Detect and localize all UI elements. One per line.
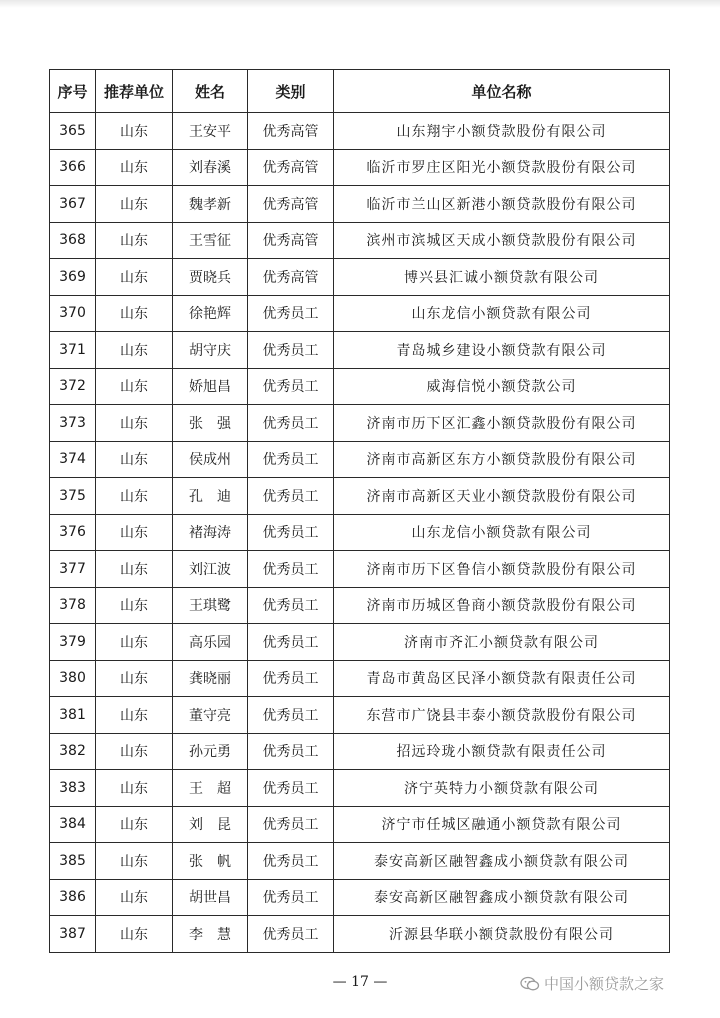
cell-seq: 383 — [50, 770, 96, 807]
cell-seq: 370 — [50, 295, 96, 332]
cell-category: 优秀高管 — [248, 186, 334, 223]
table-row — [50, 405, 670, 442]
table-row — [50, 478, 670, 515]
cell-organization: 泰安高新区融智鑫成小额贷款有限公司 — [334, 843, 670, 880]
cell-recommending-unit: 山东 — [96, 478, 173, 515]
table-row — [50, 551, 670, 588]
cell-organization: 济宁市任城区融通小额贷款有限公司 — [334, 806, 670, 843]
cell-name: 王雪征 — [173, 222, 248, 259]
cell-name: 孙元勇 — [173, 733, 248, 770]
table-header-row — [50, 70, 670, 113]
cell-recommending-unit: 山东 — [96, 113, 173, 150]
cell-category: 优秀员工 — [248, 624, 334, 661]
cell-category: 优秀员工 — [248, 697, 334, 734]
cell-organization: 博兴县汇诚小额贷款有限公司 — [334, 259, 670, 296]
table-row — [50, 624, 670, 661]
cell-category: 优秀员工 — [248, 332, 334, 369]
cell-seq: 387 — [50, 916, 96, 953]
cell-organization: 青岛市黄岛区民泽小额贷款有限责任公司 — [334, 660, 670, 697]
table-row — [50, 806, 670, 843]
cell-seq: 382 — [50, 733, 96, 770]
cell-seq: 373 — [50, 405, 96, 442]
cell-recommending-unit: 山东 — [96, 916, 173, 953]
cell-organization: 威海信悦小额贷款公司 — [334, 368, 670, 405]
cell-seq: 367 — [50, 186, 96, 223]
cell-seq: 376 — [50, 514, 96, 551]
cell-recommending-unit: 山东 — [96, 770, 173, 807]
cell-seq: 386 — [50, 879, 96, 916]
cell-organization: 济南市历下区鲁信小额贷款股份有限公司 — [334, 551, 670, 588]
cell-recommending-unit: 山东 — [96, 514, 173, 551]
cell-recommending-unit: 山东 — [96, 733, 173, 770]
cell-category: 优秀员工 — [248, 916, 334, 953]
cell-category: 优秀高管 — [248, 259, 334, 296]
table-row — [50, 514, 670, 551]
cell-seq: 366 — [50, 149, 96, 186]
cell-name: 徐艳辉 — [173, 295, 248, 332]
cell-name: 王安平 — [173, 113, 248, 150]
cell-recommending-unit: 山东 — [96, 295, 173, 332]
cell-recommending-unit: 山东 — [96, 624, 173, 661]
header-organization: 单位名称 — [334, 70, 670, 113]
cell-organization: 泰安高新区融智鑫成小额贷款有限公司 — [334, 879, 670, 916]
cell-category: 优秀员工 — [248, 879, 334, 916]
cell-seq: 372 — [50, 368, 96, 405]
cell-organization: 济南市高新区天业小额贷款股份有限公司 — [334, 478, 670, 515]
cell-organization: 山东龙信小额贷款有限公司 — [334, 514, 670, 551]
cell-seq: 377 — [50, 551, 96, 588]
cell-seq: 384 — [50, 806, 96, 843]
cell-category: 优秀高管 — [248, 149, 334, 186]
cell-seq: 385 — [50, 843, 96, 880]
cell-organization: 济南市齐汇小额贷款有限公司 — [334, 624, 670, 661]
cell-seq: 380 — [50, 660, 96, 697]
table-row — [50, 186, 670, 223]
cell-name: 刘 昆 — [173, 806, 248, 843]
cell-category: 优秀高管 — [248, 113, 334, 150]
cell-category: 优秀员工 — [248, 478, 334, 515]
table-row — [50, 697, 670, 734]
cell-category: 优秀员工 — [248, 806, 334, 843]
wechat-watermark — [520, 973, 664, 994]
cell-name: 贾晓兵 — [173, 259, 248, 296]
cell-name: 王 超 — [173, 770, 248, 807]
cell-category: 优秀员工 — [248, 770, 334, 807]
cell-organization: 山东龙信小额贷款有限公司 — [334, 295, 670, 332]
header-name: 姓名 — [173, 70, 248, 113]
table-row — [50, 259, 670, 296]
cell-name: 龚晓丽 — [173, 660, 248, 697]
cell-seq: 374 — [50, 441, 96, 478]
cell-category: 优秀高管 — [248, 222, 334, 259]
cell-organization: 临沂市兰山区新港小额贷款股份有限公司 — [334, 186, 670, 223]
cell-organization: 青岛城乡建设小额贷款有限公司 — [334, 332, 670, 369]
cell-name: 侯成州 — [173, 441, 248, 478]
cell-name: 娇旭昌 — [173, 368, 248, 405]
cell-name: 刘江波 — [173, 551, 248, 588]
cell-recommending-unit: 山东 — [96, 697, 173, 734]
cell-recommending-unit: 山东 — [96, 332, 173, 369]
cell-recommending-unit: 山东 — [96, 587, 173, 624]
table-row — [50, 879, 670, 916]
cell-organization: 临沂市罗庄区阳光小额贷款股份有限公司 — [334, 149, 670, 186]
cell-name: 刘春溪 — [173, 149, 248, 186]
wechat-icon — [520, 976, 540, 992]
cell-name: 褚海涛 — [173, 514, 248, 551]
table-row — [50, 113, 670, 150]
table-row — [50, 332, 670, 369]
table-row — [50, 660, 670, 697]
cell-organization: 济宁英特力小额贷款有限公司 — [334, 770, 670, 807]
cell-name: 李 慧 — [173, 916, 248, 953]
cell-category: 优秀员工 — [248, 441, 334, 478]
cell-organization: 济南市高新区东方小额贷款股份有限公司 — [334, 441, 670, 478]
page-number: — 17 — — [332, 974, 388, 990]
header-recommending-unit: 推荐单位 — [96, 70, 173, 113]
cell-category: 优秀员工 — [248, 551, 334, 588]
cell-seq: 375 — [50, 478, 96, 515]
cell-category: 优秀员工 — [248, 660, 334, 697]
cell-organization: 东营市广饶县丰泰小额贷款股份有限公司 — [334, 697, 670, 734]
table-row — [50, 368, 670, 405]
cell-organization: 山东翔宇小额贷款股份有限公司 — [334, 113, 670, 150]
cell-name: 王琪鹭 — [173, 587, 248, 624]
cell-recommending-unit: 山东 — [96, 186, 173, 223]
table-row — [50, 441, 670, 478]
cell-seq: 381 — [50, 697, 96, 734]
award-roster-table — [49, 69, 670, 953]
cell-name: 董守亮 — [173, 697, 248, 734]
table-row — [50, 770, 670, 807]
cell-name: 胡世昌 — [173, 879, 248, 916]
cell-name: 高乐园 — [173, 624, 248, 661]
cell-name: 孔 迪 — [173, 478, 248, 515]
cell-category: 优秀员工 — [248, 587, 334, 624]
cell-organization: 济南市历下区汇鑫小额贷款股份有限公司 — [334, 405, 670, 442]
header-seq: 序号 — [50, 70, 96, 113]
table-row — [50, 587, 670, 624]
cell-category: 优秀员工 — [248, 843, 334, 880]
cell-seq: 371 — [50, 332, 96, 369]
watermark-text: 中国小额贷款之家 — [544, 975, 665, 993]
cell-organization: 济南市历城区鲁商小额贷款股份有限公司 — [334, 587, 670, 624]
cell-category: 优秀员工 — [248, 405, 334, 442]
table-row — [50, 149, 670, 186]
cell-recommending-unit: 山东 — [96, 879, 173, 916]
table-row — [50, 295, 670, 332]
cell-recommending-unit: 山东 — [96, 843, 173, 880]
table-row — [50, 916, 670, 953]
cell-recommending-unit: 山东 — [96, 551, 173, 588]
cell-organization: 沂源县华联小额贷款股份有限公司 — [334, 916, 670, 953]
cell-seq: 369 — [50, 259, 96, 296]
cell-category: 优秀员工 — [248, 368, 334, 405]
cell-recommending-unit: 山东 — [96, 405, 173, 442]
cell-recommending-unit: 山东 — [96, 660, 173, 697]
cell-organization: 招远玲珑小额贷款有限责任公司 — [334, 733, 670, 770]
cell-seq: 365 — [50, 113, 96, 150]
cell-seq: 368 — [50, 222, 96, 259]
cell-recommending-unit: 山东 — [96, 222, 173, 259]
table-body — [50, 113, 670, 953]
cell-category: 优秀员工 — [248, 295, 334, 332]
cell-category: 优秀员工 — [248, 514, 334, 551]
cell-recommending-unit: 山东 — [96, 259, 173, 296]
cell-recommending-unit: 山东 — [96, 149, 173, 186]
table-row — [50, 843, 670, 880]
header-category: 类别 — [248, 70, 334, 113]
cell-organization: 滨州市滨城区天成小额贷款股份有限公司 — [334, 222, 670, 259]
cell-seq: 378 — [50, 587, 96, 624]
cell-recommending-unit: 山东 — [96, 806, 173, 843]
cell-name: 胡守庆 — [173, 332, 248, 369]
cell-category: 优秀员工 — [248, 733, 334, 770]
cell-recommending-unit: 山东 — [96, 368, 173, 405]
page-top-edge — [0, 0, 720, 8]
table-row — [50, 222, 670, 259]
cell-name: 张 帆 — [173, 843, 248, 880]
cell-name: 张 强 — [173, 405, 248, 442]
cell-seq: 379 — [50, 624, 96, 661]
table-row — [50, 733, 670, 770]
cell-name: 魏孝新 — [173, 186, 248, 223]
cell-recommending-unit: 山东 — [96, 441, 173, 478]
